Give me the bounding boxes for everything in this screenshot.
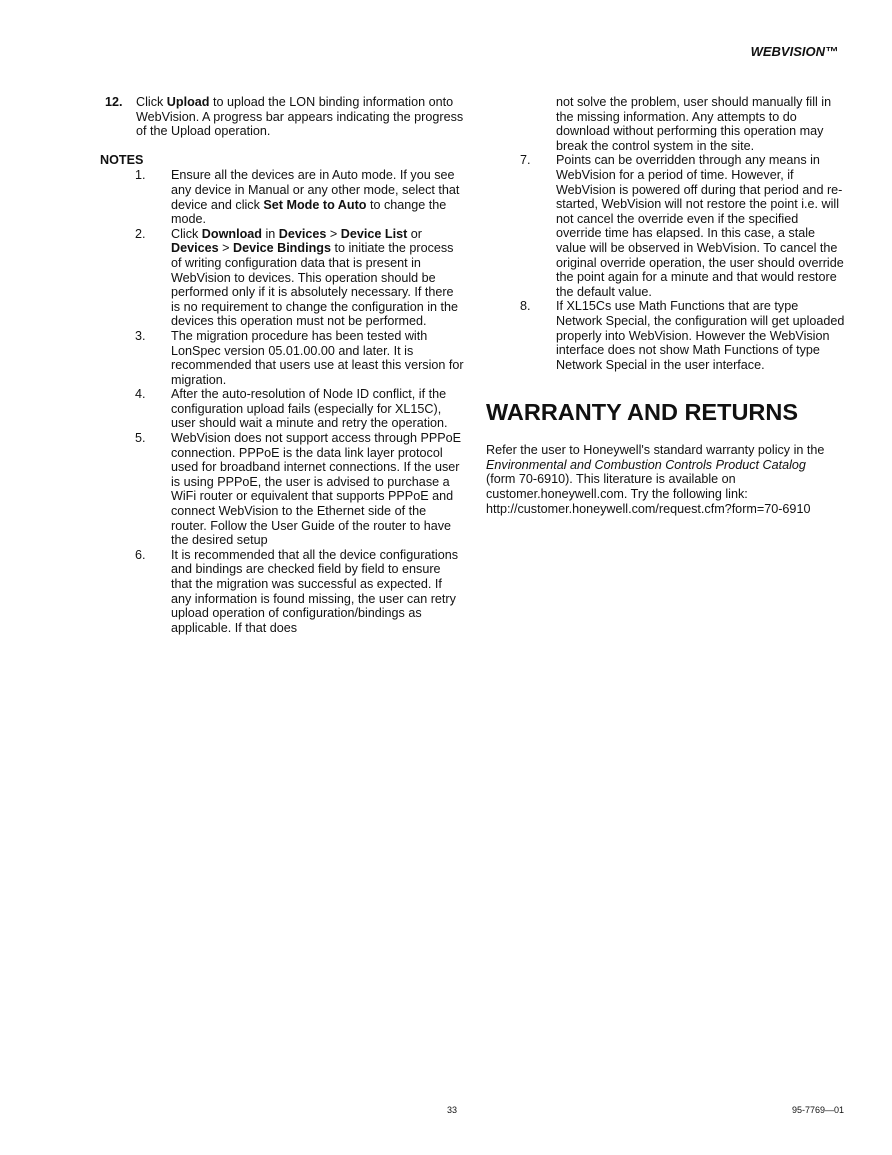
step-number: 12. xyxy=(105,95,123,109)
warranty-heading: WARRANTY AND RETURNS xyxy=(486,399,799,426)
document-number: 95-7769—01 xyxy=(791,1105,844,1115)
note-text: Click xyxy=(171,226,202,241)
step-text-pre: Click xyxy=(136,95,167,109)
right-column xyxy=(486,95,846,516)
note-3 xyxy=(100,329,465,387)
left-column xyxy=(100,95,465,635)
catalog-title: Environmental and Combustion Controls Product Catalog xyxy=(486,457,806,472)
note-text: > xyxy=(218,241,233,256)
device-bindings-term: Device Bindings xyxy=(232,241,331,256)
note-number: 7. xyxy=(520,153,531,168)
note-text: Points can be overridden through any means in WebVision for a period of time. However, if WebVision is powered off during that period and re-started, WebVision will not restore the point i.e. will not cancel the override even if the specified override time has elapsed. In this case, a stale value will be observed in WebVision. To cancel the original override operation, the user should override the point again for a minute and that would restore the default value. xyxy=(556,153,844,299)
note-6-continued: not solve the problem, user should manually fill in the missing information. Any attempts to do download without performing this operation may break the control system in the site. xyxy=(556,95,832,153)
note-number: 2. xyxy=(135,226,146,241)
note-2 xyxy=(100,227,465,329)
note-number: 8. xyxy=(520,299,531,314)
upload-term: Upload xyxy=(166,95,210,109)
note-text: It is recommended that all the device configurations and bindings are checked field by field to ensure that the migration was successful as expected. If any information is found missing, the user can retry upload operation of configuration/bindings as applicable. If that does xyxy=(171,547,459,635)
document-header-title: WEBVISION™ xyxy=(750,44,838,59)
note-number: 5. xyxy=(135,431,146,446)
note-6 xyxy=(100,548,465,636)
note-number: 4. xyxy=(135,387,146,402)
step-text-post: to upload the LON binding information onto WebVision. A progress bar appears indicating the progress of the Upload operation. xyxy=(136,95,464,139)
note-text: If XL15Cs use Math Functions that are type Network Special, the configuration will get uploaded properly into WebVision. However the WebVision interface does not show Math Functions of type Network Special in the user interface. xyxy=(556,299,845,372)
devices-term: Devices xyxy=(278,226,327,241)
note-text: or xyxy=(407,226,422,241)
note-text: in xyxy=(261,226,279,241)
device-list-term: Device List xyxy=(340,226,408,241)
note-text: WebVision does not support access through PPPoE connection. PPPoE is the data link layer protocol used for broadband internet connections. If the user is using PPPoE, the user is advised to purchase a WiFi router or equivalent that supports PPPoE and connect WebVision to the Ethernet side of the router. Follow the User Guide of the router to have the desired setup xyxy=(171,431,462,548)
note-number: 3. xyxy=(135,328,146,343)
note-number: 6. xyxy=(135,547,146,562)
note-text: to initiate the process of writing configuration data that is present in WebVision to devices. This operation should be performed only if it is absolutely necessary. If there is no requirement to change the configuration in the devices this operation must not be performed. xyxy=(171,241,459,329)
note-text: The migration procedure has been tested with LonSpec version 05.01.00.00 and later. It is recommended that users use at least this version for migration. xyxy=(171,328,464,387)
warranty-line: (form 70-6910). This literature is available on xyxy=(486,472,736,487)
devices-term: Devices xyxy=(171,241,219,256)
warranty-line: Refer the user to Honeywell's standard warranty policy in the xyxy=(486,443,825,458)
note-text: Ensure all the devices are in Auto mode. If you see any device in Manual or any other mode, select that device and click xyxy=(171,168,460,212)
note-7 xyxy=(486,153,846,299)
note-5 xyxy=(100,431,465,548)
note-8 xyxy=(486,299,846,372)
notes-heading: NOTES xyxy=(100,152,144,167)
note-text: After the auto-resolution of Node ID conflict, if the configuration upload fails (especially for XL15C), user should wait a minute and retry the operation. xyxy=(171,387,448,431)
note-1 xyxy=(100,168,465,226)
step-12 xyxy=(100,95,465,139)
download-term: Download xyxy=(201,226,262,241)
warranty-paragraph xyxy=(486,443,846,516)
set-mode-term: Set Mode to Auto xyxy=(263,197,367,212)
warranty-link[interactable]: http://customer.honeywell.com/request.cfm?form=70-6910 xyxy=(486,501,811,516)
note-4 xyxy=(100,387,465,431)
note-text: > xyxy=(326,226,341,241)
note-text: to change the mode. xyxy=(171,197,447,227)
warranty-line: customer.honeywell.com. Try the following link: xyxy=(486,487,748,502)
note-number: 1. xyxy=(135,168,146,183)
page-number: 33 xyxy=(447,1105,458,1115)
